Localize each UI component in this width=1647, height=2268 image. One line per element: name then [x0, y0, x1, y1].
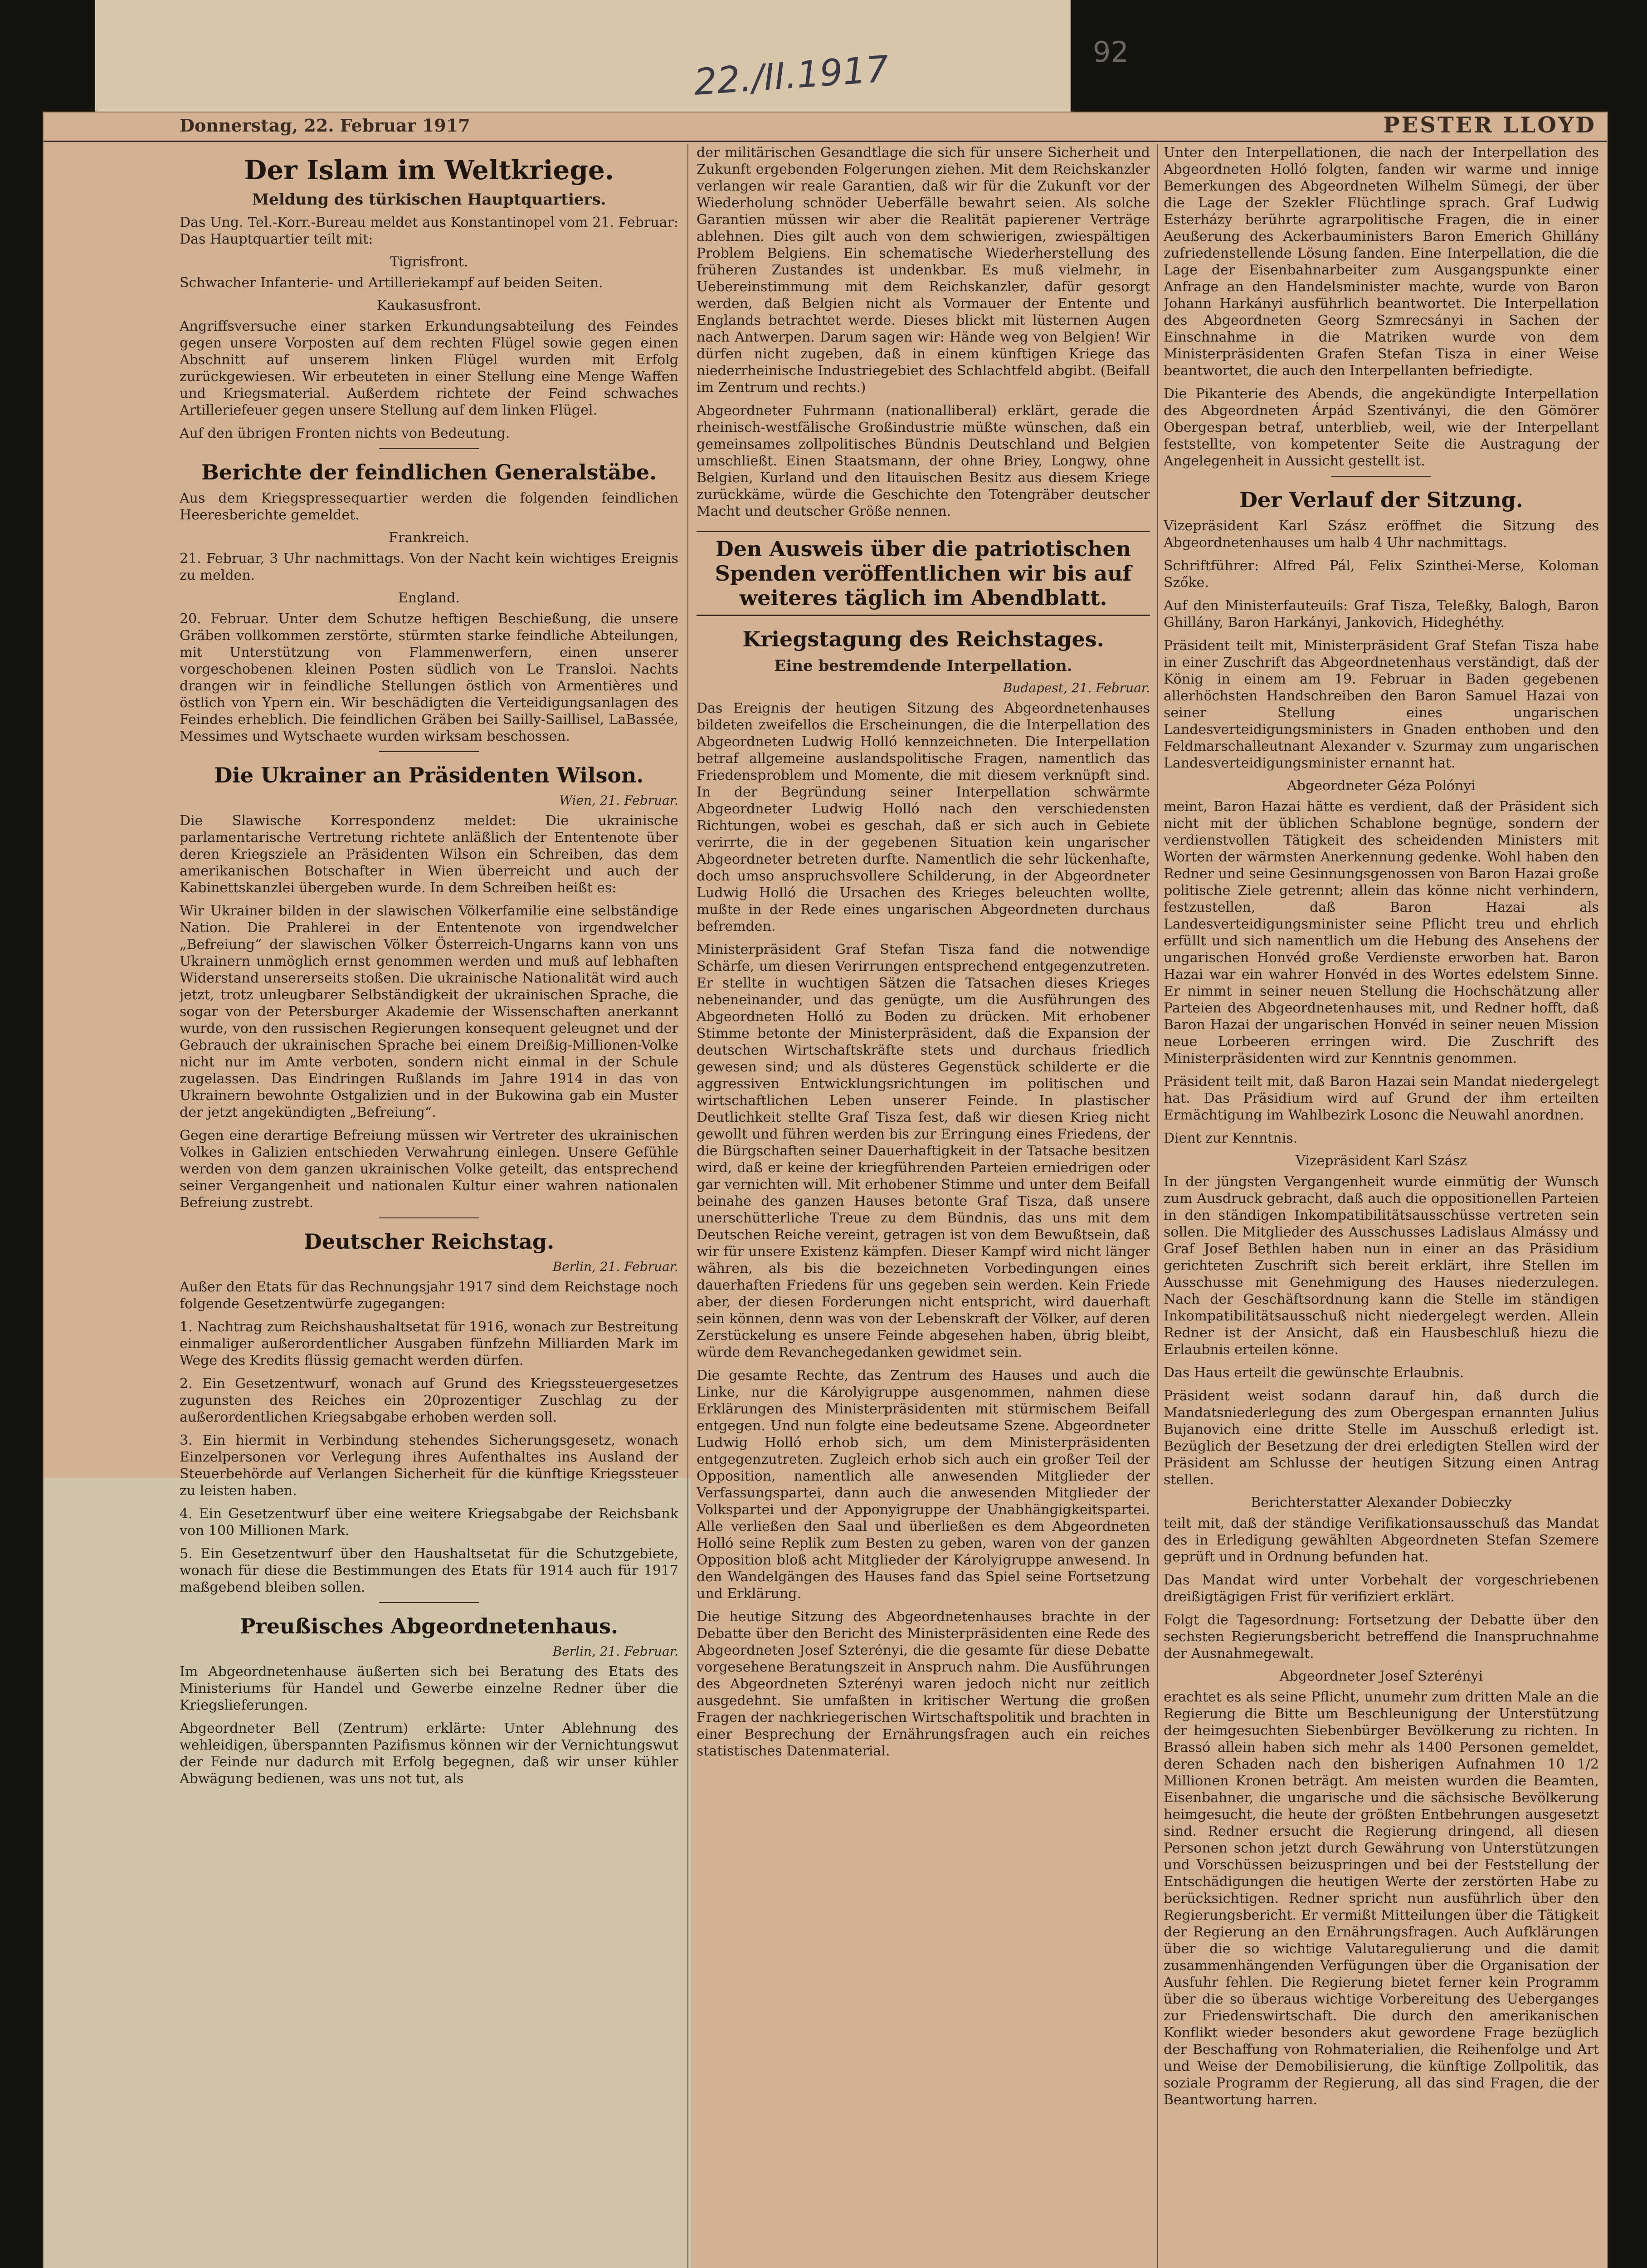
article-paragraph: Angriffsversuche einer starken Erkundungsabteilung des Feindes gegen unsere Vorposten auf dem rechten Flügel sowie gegen einen Abschnitt auf unserem linken Flügel wurden mit Erfolg zurückgewiesen. Wir erbeuteten in einer Stellung eine Menge Waffen und Kriegsmaterial. Außerdem richtete der Feind schwaches Artilleriefeuer gegen unsere Stellung auf dem linken Flügel. [180, 318, 678, 418]
article-paragraph: Das Mandat wird unter Vorbehalt der vorgeschriebenen dreißigtägigen Frist für verifiziert erklärt. [1164, 1572, 1599, 1605]
article-paragraph: der militärischen Gesandtlage die sich für unsere Sicherheit und Zukunft ergebenden Folgerungen ziehen. Mit dem Reichskanzler verlangen wir reale Garantien, daß wir für die Zukunft vor der Wiederholung schnöder Ueberfälle bewahrt seien. Als solche Garantien müssen wir aber die Realität papierener Verträge ablehnen. Dies gilt auch von dem schwierigen, zwiespältigen Problem Belgiens. Ein schematische Wiederherstellung des früheren Zustandes ist undenkbar. Es muß vielmehr, in Uebereinstimmung mit dem Reichskanzler, dafür gesorgt werden, daß Belgien nicht als Vormauer der Entente und Englands betrachtet werde. Dieses blickt mit lüsternen Augen nach Antwerpen. Darum sagen wir: Hände weg von Belgien! Wir dürfen nicht zugeben, daß in einem künftigen Kriege das niederrheinische Industriegebiet des Schlachtfeld abgibt. (Beifall im Zentrum und rechts.) [697, 145, 1150, 396]
article-paragraph: Unter den Interpellationen, die nach der Interpellation des Abgeordneten Holló folgten, fanden wir warme und innige Bemerkungen des Abgeordneten Wilhelm Sümegi, der über die Lage der Szekler Flüchtlinge sprach. Graf Ludwig Esterházy berührte agrarpolitische Fragen, die in einer Aeußerung des Ackerbauministers Baron Emerich Ghillány zufriedenstellende Lösung fanden. Eine Interpellation, die die Lage der Eisenbahnarbeiter zum Ausgangspunkte einer Anfrage an den Handelsminister machte, wurde von Baron Johann Harkányi ausführlich beantwortet. Die Interpellation des Abgeordneten Georg Szmrecsányi in Sachen der Einschnahme in die Matriken wurde von dem Ministerpräsidenten Grafen Stefan Tisza in einer Weise beantwortet, die auch den Interpellanten befriedigte. [1164, 145, 1599, 379]
article-paragraph: Im Abgeordnetenhause äußerten sich bei Beratung des Etats des Ministeriums für Handel und Gewerbe einzelne Redner über die Kriegslieferungen. [180, 1664, 678, 1713]
dateline: Berlin, 21. Februar. [552, 1644, 678, 1659]
speaker-label: Abgeordneter Josef Szterényi [1279, 1668, 1483, 1684]
article-paragraph: Schriftführer: Alfred Pál, Felix Szinthei-Merse, Koloman Szőke. [1164, 558, 1599, 591]
article-paragraph: teilt mit, daß der ständige Verifikationsausschuß das Mandat des in Erledigung gewählten Abgeordneten Stefan Szemere geprüft und in Ordnung befunden hat. [1164, 1515, 1599, 1565]
headline-reichstag: Deutscher Reichstag. [303, 1229, 555, 1254]
speaker-label: Berichterstatter Alexander Dobieczky [1251, 1495, 1512, 1510]
article-paragraph: Abgeordneter Bell (Zentrum) erklärte: Unter Ablehnung des wehleidigen, überspannten Pazifismus können wir der Vernichtungswut der Feinde nur dadurch mit Erfolg begegnen, daß wir unser kühler Abwägung bedienen, was uns not tut, als [180, 1721, 678, 1787]
article-paragraph: 20. Februar. Unter dem Schutze heftigen Beschießung, die unsere Gräben vollkommen zerstörte, stürmten starke feindliche Abteilungen, mit Unterstützung von Flammenwerfern, einen unserer vorgeschobenen kleinen Posten südlich von Le Transloi. Nachts drangen wir in feindliche Stellungen östlich von Armentières und östlich von Ypern ein. Wir beschädigten die Verteidigungsanlagen des Feindes erheblich. Die feindlichen Gräben bei Sailly-Saillisel, LaBassée, Messimes und Wytschaete wurden wirksam beschossen. [180, 611, 678, 744]
article-paragraph: Außer den Etats für das Rechnungsjahr 1917 sind dem Reichstage noch folgende Gesetzentwürfe zugegangen: [180, 1279, 678, 1312]
article-paragraph: Ministerpräsident Graf Stefan Tisza fand die notwendige Schärfe, um diesen Verirrungen entsprechend entgegenzutreten. Er stellte in wuchtigen Sätzen die Tatsachen dieses Krieges nebeneinander, und das genügte, um die Ausführungen des Abgeordneten Holló zu Boden zu drücken. Mit erhobener Stimme betonte der Ministerpräsident, daß die Expansion der deutschen Wirtschaftskräfte stets und durchaus friedlich gewesen sind; und als düsteres Gegenstück schilderte er die aggressiven Entwicklungsrichtungen im politischen und wirtschaftlichen Leben unserer Feinde. In plastischer Deutlichkeit stellte Graf Tisza fest, daß wir diesen Krieg nicht gewollt und führen werden bis zur Erringung eines Friedens, der die Bürgschaften seiner Dauerhaftigkeit in der Tatsache besitzen wird, daß er keine der kriegführenden Parteien erniedrigen oder gar vernichten will. Mit erhobener Stimme und unter dem Beifall beinahe des ganzen Hauses betonte Graf Tisza, daß unsere unerschütterliche Treue zu dem Bündnis, das uns mit dem Deutschen Reiche vereint, getragen ist von dem Bewußtsein, daß wir für unsere Existenz kämpfen. Dieser Kampf wird nicht länger währen, als bis die bezeichneten Vorbedingungen eines dauerhaften Friedens für uns gegeben sein werden. Kein Friede aber, der diesen Forderungen nicht entspricht, wird dauerhaft sein können, denn was von der Lebenskraft der Völker, auf deren Zerstückelung es unsere Feinde abgesehen haben, übrig bleibt, würde dem Revanchegedanken gewidmet sein. [697, 942, 1150, 1360]
speaker-label: Abgeordneter Géza Polónyi [1287, 778, 1476, 794]
article-paragraph: erachtet es als seine Pflicht, unumehr zum dritten Male an die Regierung die Bitte um Beschleunigung der Unterstützung der heimgesuchten Siebenbürger Bevölkerung zu richten. In Brassó allein haben sich mehr als 1400 Personen gemeldet, deren Schaden nach den bisherigen Aufnahmen 10 1/2 Millionen Kronen beträgt. Am meisten wurden die Beamten, Eisenbahner, die ungarische und die sächsische Bevölkerung heimgesucht, die heute der größten Entbehrungen ausgesetzt sind. Redner ersucht die Regierung dringend, all diesen Personen schon jetzt durch Gewährung von Unterstützungen und Vorschüssen beizuspringen und bei der Feststellung der Entschädigungen die heutigen Werte der zerstörten Habe zu berücksichtigen. Redner spricht nun ausführlich über den Regierungsbericht. Er vermißt Mitteilungen über die Tätigkeit der Regierung an den Ernährungsfragen. Auch Aufklärungen über die so wichtige Valutaregulierung und die damit zusammenhängenden Verfügungen über die Organisation der Ausfuhr fehlen. Die Regierung bietet ferner kein Programm über die so überaus wichtige Vorbereitung des Ueberganges zur Friedenswirtschaft. Die durch den amerikanischen Konflikt wieder besonders akut gewordene Frage bezüglich der Beschaffung von Rohmaterialien, die Reihenfolge und Art und Weise der Demobilisierung, die künftige Zollpolitik, das soziale Programm der Regierung, all das sind Fragen, die der Beantwortung harren. [1164, 1689, 1599, 2108]
article-paragraph: Auf den übrigen Fronten nichts von Bedeutung. [180, 425, 510, 441]
article-paragraph: Aus dem Kriegspressequartier werden die folgenden feindlichen Heeresberichte gemeldet. [180, 490, 678, 523]
article-paragraph: Die heutige Sitzung des Abgeordnetenhauses brachte in der Debatte über den Bericht des Ministerpräsidenten eine Rede des Abgeordneten Josef Szterényi, die die gesamte für diese Debatte vorgesehene Beratungszeit in Anspruch nahm. Die Ausführungen des Abgeordneten Szterényi waren jedoch nicht nur zeitlich ausgedehnt. Sie umfaßten in kritischer Wertung die großen Fragen der nachkriegerischen Wirtschaftspolitik und brachten in einer Besprechung der Ernährungsfragen auch ein reiches statistisches Datenmaterial. [697, 1609, 1150, 1759]
article-paragraph: Das Ereignis der heutigen Sitzung des Abgeordnetenhauses bildeten zweifellos die Erscheinungen, die die Interpellation des Abgeordneten Ludwig Holló kennzeichneten. Die Interpellation betraf allgemeine auslandspolitische Fragen, namentlich das Friedensproblem und Momente, die mit diesem verknüpft sind. In der Begründung seiner Interpellation schwärmte Abgeordneter Ludwig Holló nach den verschiedensten Richtungen, wobei es geschah, daß er sich auch in Gebiete verirrte, die in der gegebenen Situation kein ungarischer Abgeordneter betreten durfte. Namentlich die sehr lückenhafte, doch umso anspruchsvollere Schilderung, in der Abgeordneter Ludwig Holló die Ursachen des Krieges beleuchten wollte, mußte in der Rede eines ungarischen Abgeordneten durchaus befremden. [697, 700, 1150, 934]
article-paragraph: Die Pikanterie des Abends, die angekündigte Interpellation des Abgeordneten Árpád Szentiványi, die den Gömörer Obergespan betraf, unterblieb, weil, wie der Interpellant feststellte, von kompetenter Seite die Austragung der Angelegenheit in Aussicht gestellt ist. [1164, 386, 1599, 469]
article-paragraph: Die gesamte Rechte, das Zentrum des Hauses und auch die Linke, nur die Károlyigruppe ausgenommen, nahmen diese Erklärungen des Ministerpräsidenten mit stürmischem Beifall entgegen. Und nun folgte eine bedeutsame Szene. Abgeordneter Ludwig Holló erhob sich, um dem Ministerpräsidenten entgegenzutreten. Zugleich erhob sich auch ein großer Teil der Opposition, namentlich alle anwesenden Mitglieder der Verfassungspartei, dann auch die anwesenden Mitglieder der Volkspartei und der Apponyigruppe der Unabhängigkeitspartei. Alle verließen den Saal und überließen es dem Abgeordneten Holló seine Replik zum Besten zu geben, waren von der ganzen Opposition bloß acht Mitglieder der Károlyigruppe anwesend. In den Wandelgängen des Hauses fand das Spiel seine Fortsetzung und Erklärung. [697, 1368, 1150, 1602]
section-label: England. [398, 590, 460, 606]
newspaper-title: PESTER LLOYD [1383, 112, 1596, 138]
article-paragraph: Präsident teilt mit, Ministerpräsident Graf Stefan Tisza habe in einer Zuschrift das Abgeordnetenhaus verständigt, daß der König in einem am 19. Februar in Baden gegebenen allerhöchsten Handschreiben den Baron Samuel Hazai von seiner Stellung eines ungarischen Landesverteidigungsministers in Gnaden enthoben und den Feldmarschalleutnant Alexander v. Szurmay zum ungarischen Landesverteidigungsminister ernannt hat. [1164, 638, 1599, 771]
newspaper-clipping [44, 112, 1607, 2268]
headline-verlauf: Der Verlauf der Sitzung. [1239, 488, 1523, 512]
speaker-label: Vizepräsident Karl Szász [1296, 1153, 1467, 1169]
column-3 [1164, 144, 1599, 2268]
divider [379, 751, 479, 752]
article-paragraph: Schwacher Infanterie- und Artilleriekampf auf beiden Seiten. [180, 275, 603, 291]
dateline: Berlin, 21. Februar. [552, 1259, 678, 1274]
column-rule [687, 144, 688, 2268]
headline-islam: Der Islam im Weltkriege. [244, 155, 614, 186]
divider [379, 448, 479, 449]
headline-kriegstagung: Kriegstagung des Reichstages. [742, 627, 1104, 651]
issue-date: Donnerstag, 22. Februar 1917 [180, 115, 470, 136]
headline-generalstaebe: Berichte der feindlichen Generalstäbe. [201, 460, 657, 484]
article-paragraph: Dient zur Kenntnis. [1164, 1130, 1298, 1146]
article-paragraph: Das Ung. Tel.-Korr.-Bureau meldet aus Konstantinopel vom 21. Februar: Das Hauptquartier teilt mit: [180, 215, 678, 247]
subheadline: Eine bestremdende Interpellation. [774, 657, 1072, 675]
column-rule [1157, 144, 1158, 2268]
masthead [44, 112, 1607, 142]
article-paragraph: Das Haus erteilt die gewünschte Erlaubnis. [1164, 1365, 1464, 1381]
headline-abgeordnetenhaus: Preußisches Abgeordnetenhaus. [239, 1614, 619, 1638]
article-paragraph: Wir Ukrainer bilden in der slawischen Völkerfamilie eine selbständige Nation. Die Prahlerei in der Ententenote von irgendwelcher „Befreiung“ der slawischen Völker Österreich-Ungarns kann von uns Ukrainern unmöglich ernst genommen werden und muß auf lebhaften Widerstand unsererseits stoßen. Die ukrainische Nationalität wird auch jetzt, trotz unleugbarer Selbständigkeit der ukrainischen Sprache, die sogar von der Petersburger Akademie der Wissenschaften anerkannt wurde, von den russischen Regierungen konsequent geleugnet und der Gebrauch der ukrainischen Sprache bei einem Dreißig-Millionen-Volke nicht nur im Amte verboten, sondern nicht einmal in der Schule zugelassen. Das Eindringen Rußlands im Jahre 1914 in das von Ukrainern bewohnte Ostgalizien und in der Bukowina gab ein Muster der jetzt angekündigten „Befreiung“. [180, 903, 678, 1120]
article-paragraph: Auf den Ministerfauteuils: Graf Tisza, Teleßky, Balogh, Baron Ghillány, Baron Harkányi, Jankovich, Hideghéthy. [1164, 598, 1599, 631]
article-paragraph: 2. Ein Gesetzentwurf, wonach auf Grund des Kriegssteuergesetzes zugunsten des Reiches ein 20prozentiger Zuschlag zu der außerordentlichen Kriegsabgabe erhoben werden soll. [180, 1376, 678, 1425]
article-paragraph: Die Slawische Korrespondenz meldet: Die ukrainische parlamentarische Vertretung richtete anläßlich der Ententenote über deren Kriegsziele an Präsidenten Wilson ein Schreiben, das dem amerikanischen Botschafter in Wien überreicht und auch der Kabinettskanzlei übergeben wurde. In dem Schreiben heißt es: [180, 813, 678, 896]
headline-ukrainer: Die Ukrainer an Präsidenten Wilson. [214, 763, 644, 787]
article-paragraph: Abgeordneter Fuhrmann (nationalliberal) erklärt, gerade die rheinisch-westfälische Großindustrie müßte wünschen, daß ein gemeinsames zollpolitisches Bündnis Deutschland und Belgien umschließt. Einen Staatsmann, der ohne Briey, Longwy, ohne Belgien, Kurland und den litauischen Besitz aus diesem Kriege zurückkäme, würde die Geschichte den Totengräber deutscher Macht und deutscher Größe nennen. [697, 403, 1150, 519]
section-label: Frankreich. [389, 530, 469, 546]
attached-slip [95, 0, 1129, 132]
dateline: Budapest, 21. Februar. [1003, 680, 1150, 695]
article-paragraph: meint, Baron Hazai hätte es verdient, daß der Präsident sich nicht mit der üblichen Schablone begnüge, sondern der verdienstvollen Tätigkeit des scheidenden Ministers mit Worten der wärmsten Anerkennung gedenke. Wohl haben den Redner und seine Gesinnungsgenossen von Baron Hazai große politische Ziele getrennt; allein das könne nicht verhindern, festzustellen, daß Baron Hazai als Landesverteidigungsminister seine Pflicht treu und ehrlich erfüllt und sich namentlich um die Hebung des Ansehens der ungarischen Honvéd große Verdienste erworben hat. Baron Hazai war ein wahrer Honvéd in des Wortes edelstem Sinne. Er nimmt in seiner neuen Stellung die Hochschätzung aller Parteien des Abgeordnetenhauses mit, und Redner hofft, daß Baron Hazai der ungarischen Honvéd in seiner neuen Mission neue Lorbeeren erringen wird. Die Zuschrift des Ministerpräsidenten wird zur Kenntnis genommen. [1164, 799, 1599, 1066]
divider [379, 1217, 479, 1218]
article-paragraph: Präsident teilt mit, daß Baron Hazai sein Mandat niedergelegt hat. Das Präsidium wird auf Grund der ihm erteilten Ermächtigung im Wahlbezirk Losonc die Neuwahl anordnen. [1164, 1074, 1599, 1123]
column-1 [180, 144, 678, 2268]
article-paragraph: 5. Ein Gesetzentwurf über den Haushaltsetat für die Schutzgebiete, wonach für diese die Bestimmungen des Etats für 1914 auch für 1917 maßgebend bleiben sollen. [180, 1546, 678, 1595]
article-paragraph: 4. Ein Gesetzentwurf über eine weitere Kriegsabgabe der Reichsbank von 100 Millionen Mark. [180, 1506, 678, 1539]
column-2 [697, 144, 1150, 2268]
subheadline: Meldung des türkischen Hauptquartiers. [252, 191, 606, 209]
article-paragraph: In der jüngsten Vergangenheit wurde einmütig der Wunsch zum Ausdruck gebracht, daß auch die oppositionellen Parteien in den ständigen Inkompatibilitätsausschüsse vertreten sein sollen. Die Mitglieder des Ausschusses Ladislaus Almássy und Graf Josef Bethlen haben nun in einer an das Präsidium gerichteten Zuschrift sich bereit erklärt, ihre Stellen im Ausschusse mit Genehmigung des Hauses niederzulegen. Nach der Geschäftsordnung kann die Stelle im ständigen Inkompatibilitätsausschuß nicht niedergelegt werden. Allein Redner ist der Ansicht, daß ein Hausbeschluß hiezu die Erlaubnis erteilen könne. [1164, 1174, 1599, 1358]
section-label: Tigrisfront. [390, 254, 468, 270]
dateline: Wien, 21. Februar. [559, 793, 678, 808]
archive-number: 92 [1093, 35, 1129, 68]
notice-box: Den Ausweis über die patriotischen Spenden veröffentlichen wir bis auf weiteres täglich im Abendblatt. [697, 531, 1150, 616]
handwritten-date: 22./II.1917 [692, 48, 891, 103]
divider [379, 1602, 479, 1603]
article-paragraph: 3. Ein hiermit in Verbindung stehendes Sicherungsgesetz, wonach Einzelpersonen vor Verlegung ihres Aufenthaltes ins Ausland der Steuerbehörde auf Verlangen Sicherheit für die künftige Kriegssteuer zu leisten haben. [180, 1432, 678, 1499]
article-paragraph: Vizepräsident Karl Szász eröffnet die Sitzung des Abgeordnetenhauses um halb 4 Uhr nachmittags. [1164, 518, 1599, 551]
article-paragraph: Folgt die Tagesordnung: Fortsetzung der Debatte über den sechsten Regierungsbericht betreffend die Inanspruchnahme der Ausnahmegewalt. [1164, 1612, 1599, 1662]
divider [1331, 476, 1431, 477]
section-label: Kaukasusfront. [376, 298, 482, 313]
article-paragraph: 1. Nachtrag zum Reichshaushaltsetat für 1916, wonach zur Bestreitung einmaliger außerordentlicher Ausgaben fünfzehn Milliarden Mark im Wege des Kredits flüssig gemacht werden dürfen. [180, 1319, 678, 1369]
article-paragraph: Gegen eine derartige Befreiung müssen wir Vertreter des ukrainischen Volkes in Galizien entschieden Verwahrung einlegen. Unsere Gefühle werden von dem ganzen ukrainischen Volke geteilt, das entsprechend seiner Vergangenheit und nationalen Kultur einer wahren nationalen Befreiung zustrebt. [180, 1128, 678, 1211]
article-paragraph: Präsident weist sodann darauf hin, daß durch die Mandatsniederlegung des zum Obergespan ernannten Julius Bujanovich eine dritte Stelle im Ausschuß erledigt ist. Bezüglich der Besetzung der drei erledigten Stellen wird der Präsident am Schlusse der heutigen Sitzung einen Antrag stellen. [1164, 1388, 1599, 1488]
article-paragraph: 21. Februar, 3 Uhr nachmittags. Von der Nacht kein wichtiges Ereignis zu melden. [180, 551, 678, 583]
